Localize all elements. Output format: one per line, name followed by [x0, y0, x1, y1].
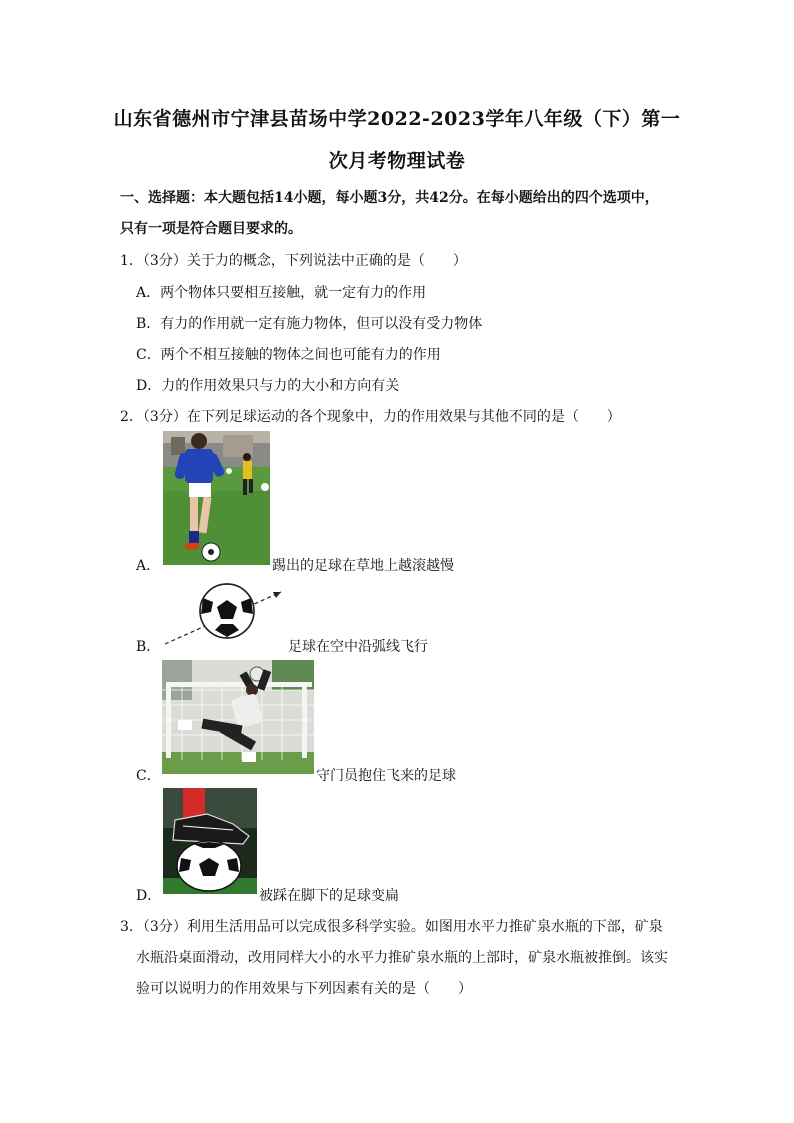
q2-option-d-image: [163, 788, 257, 894]
q2-option-a-text: 踢出的足球在草地上越滚越慢: [272, 558, 454, 574]
page-title-line-2: 次月考物理试卷: [328, 150, 466, 172]
q2-option-c-image: [162, 660, 314, 774]
section-heading-line-2: 只有一项是符合题目要求的。: [120, 221, 302, 237]
q3-line-1: 3．（3分）利用生活用品可以完成很多科学实验。如图用水平力推矿泉水瓶的下部，矿泉: [120, 919, 663, 935]
q2-option-d-text: 被踩在脚下的足球变扁: [259, 888, 399, 904]
q2-option-b-image: [163, 580, 288, 648]
q2-option-a-image: [163, 431, 270, 565]
q3-line-2: 水瓶沿桌面滑动，改用同样大小的水平力推矿泉水瓶的上部时，矿泉水瓶被推倒。该实: [136, 950, 668, 966]
q1-option-b: B．有力的作用就一定有施力物体，但可以没有受力物体: [136, 316, 483, 332]
q1-option-c: C．两个不相互接触的物体之间也可能有力的作用: [136, 347, 441, 363]
q2-stem: 2．（3分）在下列足球运动的各个现象中，力的作用效果与其他不同的是（ ）: [120, 409, 621, 425]
q2-option-a-letter: A．: [136, 558, 161, 574]
q2-option-b-letter: B．: [136, 639, 161, 655]
q1-stem: 1．（3分）关于力的概念，下列说法中正确的是（ ）: [120, 253, 467, 269]
q2-option-c-text: 守门员抱住飞来的足球: [316, 768, 456, 784]
q2-option-c-letter: C．: [136, 768, 161, 784]
q1-option-a: A．两个物体只要相互接触，就一定有力的作用: [136, 285, 427, 301]
q2-option-d-letter: D．: [136, 888, 162, 904]
q3-line-3: 验可以说明力的作用效果与下列因素有关的是（ ）: [136, 981, 472, 997]
q2-option-b-text: 足球在空中沿弧线飞行: [288, 639, 428, 655]
q1-option-d: D．力的作用效果只与力的大小和方向有关: [136, 378, 400, 394]
page-title-line-1: 山东省德州市宁津县苗场中学2022-2023学年八年级（下）第一: [113, 108, 681, 130]
section-heading-line-1: 一、选择题：本大题包括14小题，每小题3分，共42分。在每小题给出的四个选项中，: [120, 190, 659, 206]
